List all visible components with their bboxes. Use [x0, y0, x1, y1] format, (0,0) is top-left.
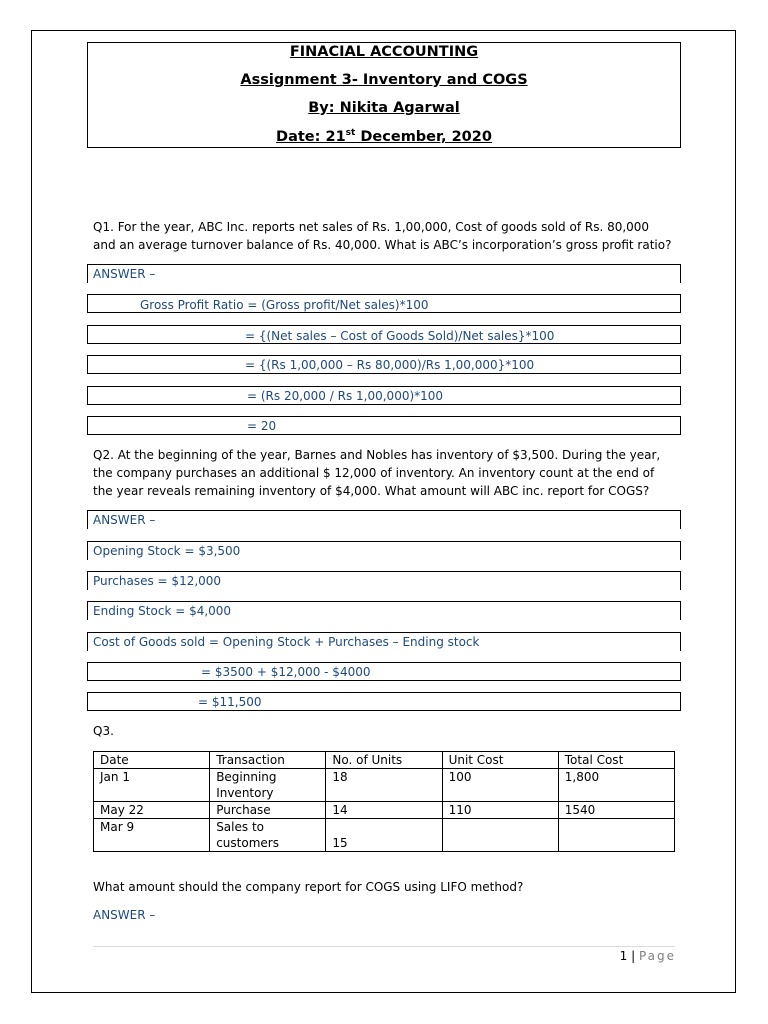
q1-answer-line: Gross Profit Ratio = (Gross profit/Net sales)*100	[140, 298, 429, 312]
table-cell: Purchase	[210, 802, 326, 819]
q1-answer-row	[87, 355, 681, 374]
q1-answer-line: = 20	[247, 419, 277, 433]
table-header-cell: No. of Units	[326, 752, 442, 769]
page-number: 1	[619, 949, 628, 963]
q2-answer-row	[87, 632, 681, 651]
inventory-table	[93, 751, 675, 852]
q2-answer-line: = $3500 + $12,000 - $4000	[201, 665, 371, 679]
table-header-cell: Total Cost	[558, 752, 674, 769]
q1-answer-row	[87, 294, 681, 313]
page-footer	[620, 947, 676, 965]
date-suffix: December, 2020	[355, 128, 492, 145]
course-title: FINACIAL ACCOUNTING	[289, 44, 479, 60]
table-cell: Sales to customers	[210, 819, 326, 852]
table-cell: May 22	[94, 802, 210, 819]
q1-answer-row	[87, 386, 681, 405]
table-cell: 18	[326, 769, 442, 802]
q2-answer-label: ANSWER –	[93, 513, 156, 527]
table-cell	[442, 819, 558, 852]
q2-answer-row	[87, 510, 681, 529]
q1-answer-row	[87, 325, 681, 344]
table-cell: 100	[442, 769, 558, 802]
q2-answer-line: Opening Stock = $3,500	[93, 544, 241, 558]
q2-answer-row	[87, 692, 681, 711]
q2-answer-line: Cost of Goods sold = Opening Stock + Purchases – Ending stock	[93, 635, 480, 649]
table-cell: Jan 1	[94, 769, 210, 802]
q1-answer-line: = {(Net sales – Cost of Goods Sold)/Net sales}*100	[245, 329, 555, 343]
table-cell: 1,800	[558, 769, 674, 802]
q1-question: Q1. For the year, ABC Inc. reports net sales of Rs. 1,00,000, Cost of goods sold of Rs. 80,000 and an average turnover balance of Rs. 40,000. What is ABC’s incorporation’s gross profit ratio?	[93, 220, 672, 252]
date-line	[88, 128, 680, 145]
table-header-cell: Date	[94, 752, 210, 769]
date-prefix: Date: 21	[276, 128, 346, 145]
table-header-row	[94, 752, 675, 769]
table-cell: 1540	[558, 802, 674, 819]
q2-question: Q2. At the beginning of the year, Barnes and Nobles has inventory of $3,500. During the year, the company purchases an additional $ 12,000 of inventory. An inventory count at the end of the year reveals remaining inventory of $4,000. What amount will ABC inc. report for COGS?	[93, 448, 661, 498]
q1-answer-row	[87, 264, 681, 283]
q1-answer-row	[87, 416, 681, 435]
author-line: By: Nikita Agarwal	[308, 100, 460, 116]
page-separator: |	[631, 949, 636, 963]
table-row	[94, 819, 675, 852]
q3-label: Q3.	[93, 724, 114, 738]
q1-answer-label: ANSWER –	[93, 267, 156, 281]
q2-answer-line: = $11,500	[198, 695, 262, 709]
title-block	[87, 42, 681, 148]
table-cell: 15	[326, 819, 442, 852]
table-row	[94, 802, 675, 819]
table-row	[94, 769, 675, 802]
table-cell: 110	[442, 802, 558, 819]
q3-answer-label: ANSWER –	[93, 908, 156, 922]
date-superscript: st	[345, 128, 356, 138]
assignment-title: Assignment 3- Inventory and COGS	[240, 72, 528, 88]
q1-answer-line: = {(Rs 1,00,000 – Rs 80,000)/Rs 1,00,000}*100	[245, 358, 535, 372]
q1-answer-line: = (Rs 20,000 / Rs 1,00,000)*100	[247, 389, 444, 403]
table-cell: 14	[326, 802, 442, 819]
table-header-cell: Transaction	[210, 752, 326, 769]
q3-question: What amount should the company report for COGS using LIFO method?	[93, 880, 524, 894]
q2-answer-row	[87, 541, 681, 560]
table-cell: Mar 9	[94, 819, 210, 852]
table-header-cell: Unit Cost	[442, 752, 558, 769]
table-cell: Beginning Inventory	[210, 769, 326, 802]
page-word: Page	[638, 949, 676, 963]
q2-answer-row	[87, 601, 681, 620]
footer-divider	[93, 946, 675, 947]
q2-answer-row	[87, 571, 681, 590]
table-cell	[558, 819, 674, 852]
q2-answer-line: Ending Stock = $4,000	[93, 604, 232, 618]
q2-answer-line: Purchases = $12,000	[93, 574, 222, 588]
q2-answer-row	[87, 662, 681, 681]
